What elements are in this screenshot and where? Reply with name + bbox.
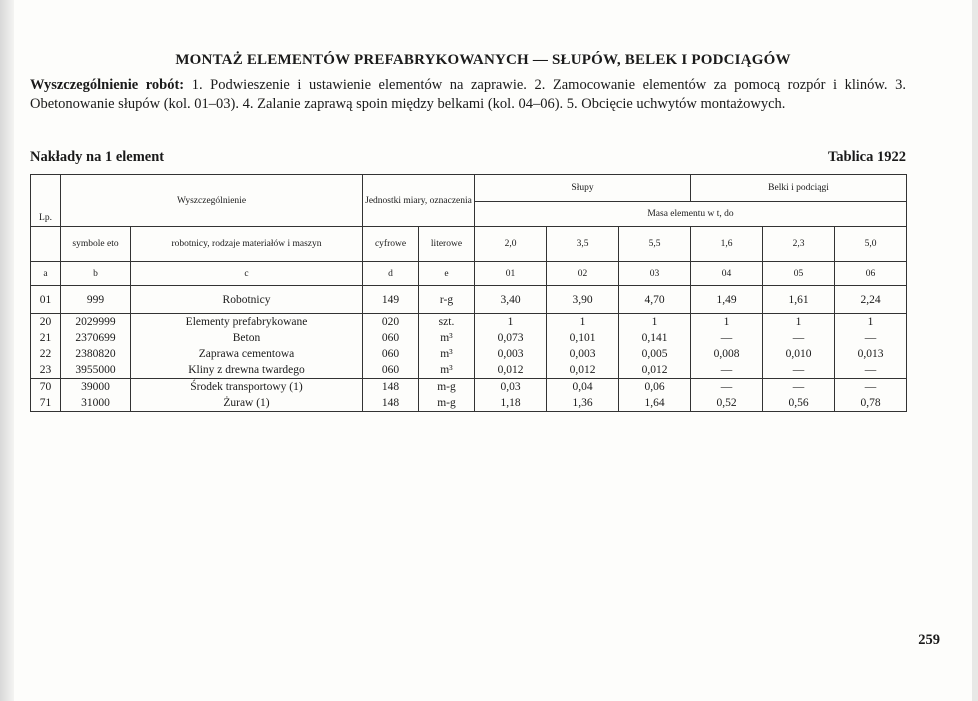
norms-table <box>30 174 907 412</box>
row-value: 1,61 <box>763 286 835 314</box>
group-symbol: 39000 31000 <box>61 379 131 412</box>
group-col-05: 1 — 0,010 — <box>763 314 835 379</box>
group-literowe: m-g m-g <box>419 379 475 412</box>
row-value: 3,90 <box>547 286 619 314</box>
description-label: Wyszczególnienie robót: <box>30 77 185 93</box>
group-col-03: 1 0,141 0,005 0,012 <box>619 314 691 379</box>
group-symbol: 2029999 2370699 2380820 3955000 <box>61 314 131 379</box>
group-name: Elementy prefabrykowane Beton Zaprawa cementowa Kliny z drewna twardego <box>131 314 363 379</box>
column-letter: d <box>363 262 419 286</box>
header-belki: Belki i podciągi <box>691 175 907 202</box>
table-row-group-machines <box>31 379 907 412</box>
row-value: 1,49 <box>691 286 763 314</box>
column-letter: 06 <box>835 262 907 286</box>
row-value: 4,70 <box>619 286 691 314</box>
header-wyszczegolnienie: Wyszczególnienie <box>61 175 363 227</box>
table-row <box>31 286 907 314</box>
group-cyfrowe: 148 148 <box>363 379 419 412</box>
group-col-01: 0,03 1,18 <box>475 379 547 412</box>
column-letter: 01 <box>475 262 547 286</box>
group-col-05: — 0,56 <box>763 379 835 412</box>
header-masa: Masa elementu w t, do <box>475 202 907 227</box>
header-robotnicy: robotnicy, rodzaje materiałów i maszyn <box>131 227 363 262</box>
mass-value: 2,0 <box>475 227 547 262</box>
row-value: 2,24 <box>835 286 907 314</box>
mass-value: 5,0 <box>835 227 907 262</box>
column-letter: e <box>419 262 475 286</box>
column-letter: c <box>131 262 363 286</box>
header-jednostki: Jednostki miary, oznaczenia <box>363 175 475 227</box>
group-literowe: szt. m³ m³ m³ <box>419 314 475 379</box>
column-letter: 03 <box>619 262 691 286</box>
column-letter: a <box>31 262 61 286</box>
group-cyfrowe: 020 060 060 060 <box>363 314 419 379</box>
mass-value: 2,3 <box>763 227 835 262</box>
header-cyfrowe: cyfrowe <box>363 227 419 262</box>
group-col-06: 1 — 0,013 — <box>835 314 907 379</box>
group-lp: 70 71 <box>31 379 61 412</box>
row-lp: 01 <box>31 286 61 314</box>
group-col-06: — 0,78 <box>835 379 907 412</box>
table-row-group-materials <box>31 314 907 379</box>
page-number: 259 <box>918 632 940 648</box>
group-col-04: 1 — 0,008 — <box>691 314 763 379</box>
group-lp: 20 21 22 23 <box>31 314 61 379</box>
group-col-02: 0,04 1,36 <box>547 379 619 412</box>
group-col-01: 1 0,073 0,003 0,012 <box>475 314 547 379</box>
mass-value: 3,5 <box>547 227 619 262</box>
column-letter: b <box>61 262 131 286</box>
header-slupy: Słupy <box>475 175 691 202</box>
page-binding-shadow <box>0 0 14 701</box>
page-title: MONTAŻ ELEMENTÓW PREFABRYKOWANYCH — SŁUPÓW, BELEK I PODCIĄGÓW <box>175 52 791 68</box>
group-name: Środek transportowy (1) Żuraw (1) <box>131 379 363 412</box>
mass-value: 5,5 <box>619 227 691 262</box>
header-literowe: literowe <box>419 227 475 262</box>
row-value: 3,40 <box>475 286 547 314</box>
header-lp: Lp. <box>31 175 61 227</box>
column-letter: 04 <box>691 262 763 286</box>
group-col-04: — 0,52 <box>691 379 763 412</box>
column-letter: 05 <box>763 262 835 286</box>
description-text: 1. Podwieszenie i ustawienie elementów na zaprawie. 2. Zamocowanie elementów za pomocą rozpór i klinów. 3. Obetonowanie słupów (kol. 01–03). 4. Zalanie zaprawą spoin między belkami (kol. 04–06). 5. Obcięcie uchwytów montażowych. <box>30 77 906 112</box>
row-symbol: 999 <box>61 286 131 314</box>
row-cyfrowe: 149 <box>363 286 419 314</box>
row-name: Robotnicy <box>131 286 363 314</box>
group-col-03: 0,06 1,64 <box>619 379 691 412</box>
header-lp-blank <box>31 227 61 262</box>
page-edge <box>972 0 978 701</box>
column-letter: 02 <box>547 262 619 286</box>
row-literowe: r-g <box>419 286 475 314</box>
table-number: Tablica 1922 <box>827 149 906 165</box>
group-col-02: 1 0,101 0,003 0,012 <box>547 314 619 379</box>
mass-value: 1,6 <box>691 227 763 262</box>
work-description <box>30 76 906 114</box>
header-symbole: symbole eto <box>61 227 131 262</box>
inputs-heading: Nakłady na 1 element <box>30 149 165 165</box>
